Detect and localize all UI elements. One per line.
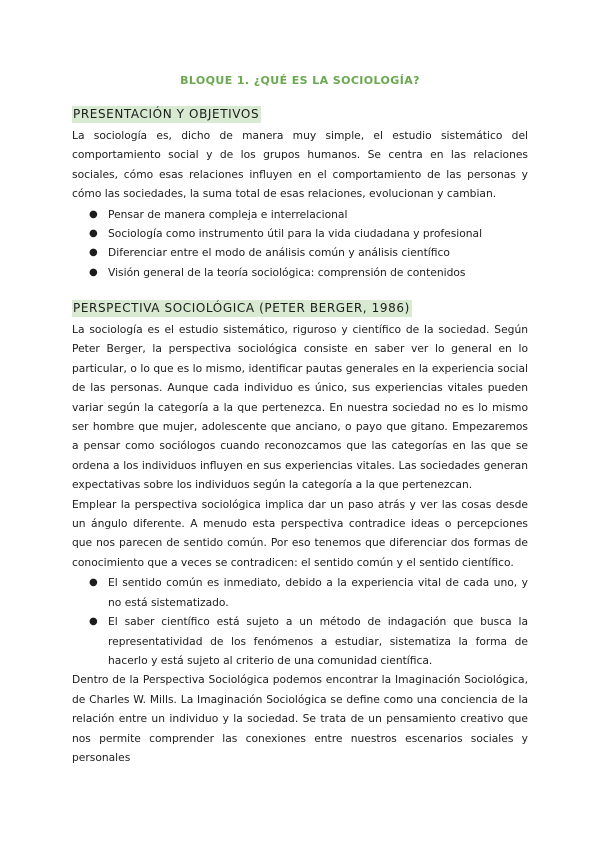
section-heading-perspectiva: PERSPECTIVA SOCIOLÓGICA (PETER BERGER, 1986)	[73, 301, 410, 315]
objectives-list	[72, 205, 528, 283]
list-item: ● Diferenciar entre el modo de análisis común y análisis científico	[72, 243, 528, 262]
bullet-icon: ●	[89, 247, 98, 259]
list-item: ● El saber científico está sujeto a un método de indagación que busca la representatividad de los fenómenos a estudiar, sistematiza la forma de hacerlo y está sujeto al criterio de una comunidad científica.	[72, 612, 528, 670]
list-item: ● El sentido común es inmediato, debido a la experiencia vital de cada uno, y no está sistematizado.	[72, 573, 528, 612]
bullet-icon: ●	[89, 208, 98, 220]
perspectiva-paragraph-1: La sociología es el estudio sistemático, riguroso y científico de la sociedad. Según Peter Berger, la perspectiva sociológica consiste en saber ver lo general en lo particular, o lo que es lo mismo, identificar pautas generales en la experiencia social de las personas. Aunque cada individuo es único, sus experiencias vitales pueden variar según la categoría a la que pertenezca. En nuestra sociedad no es lo mismo ser hombre que mujer, adolescente que anciano, o payo que gitano. Empezaremos a pensar como sociólogos cuando reconozcamos que las categorías en las que se ordena a los individuos influyen en sus experiencias vitales. Las sociedades generan expectativas sobre los individuos según la categoría a la que pertenezcan.	[72, 323, 528, 492]
bullet-icon: ●	[89, 228, 98, 240]
document-title: BLOQUE 1. ¿QUÉ ES LA SOCIOLOGÍA?	[180, 74, 420, 87]
perspectiva-paragraph-2: Emplear la perspectiva sociológica implica dar un paso atrás y ver las cosas desde un ángulo diferente. A menudo esta perspectiva contradice ideas o percepciones que nos parecen de sentido común. Por eso tenemos que diferenciar dos formas de conocimiento que a veces se contradicen: el sentido común y el sentido científico.	[72, 497, 528, 569]
section-presentacion	[72, 126, 528, 282]
bullet-icon: ●	[89, 577, 98, 589]
imaginacion-paragraph: Dentro de la Perspectiva Sociológica podemos encontrar la Imaginación Sociológica, de Charles W. Mills. La Imaginación Sociológica se define como una conciencia de la relación entre un individuo y la sociedad. Se trata de un pensamiento creativo que nos permite comprender las conexiones entre nuestros escenarios sociales y personales	[72, 673, 528, 764]
list-item: ● Pensar de manera compleja e interrelacional	[72, 205, 528, 224]
knowledge-types-list	[72, 573, 528, 670]
list-item: ● Visión general de la teoría sociológica: comprensión de contenidos	[72, 263, 528, 282]
list-item: ● Sociología como instrumento útil para la vida ciudadana y profesional	[72, 224, 528, 243]
bullet-icon: ●	[89, 616, 98, 628]
section-heading-presentacion: PRESENTACIÓN Y OBJETIVOS	[73, 107, 260, 121]
section-perspectiva	[72, 320, 528, 767]
bullet-icon: ●	[89, 266, 98, 278]
intro-paragraph: La sociología es, dicho de manera muy simple, el estudio sistemático del comportamiento social y de los grupos humanos. Se centra en las relaciones sociales, cómo esas relaciones influyen en el comportamiento de las personas y cómo las sociedades, la suma total de esas relaciones, evolucionan y cambian.	[72, 129, 528, 201]
